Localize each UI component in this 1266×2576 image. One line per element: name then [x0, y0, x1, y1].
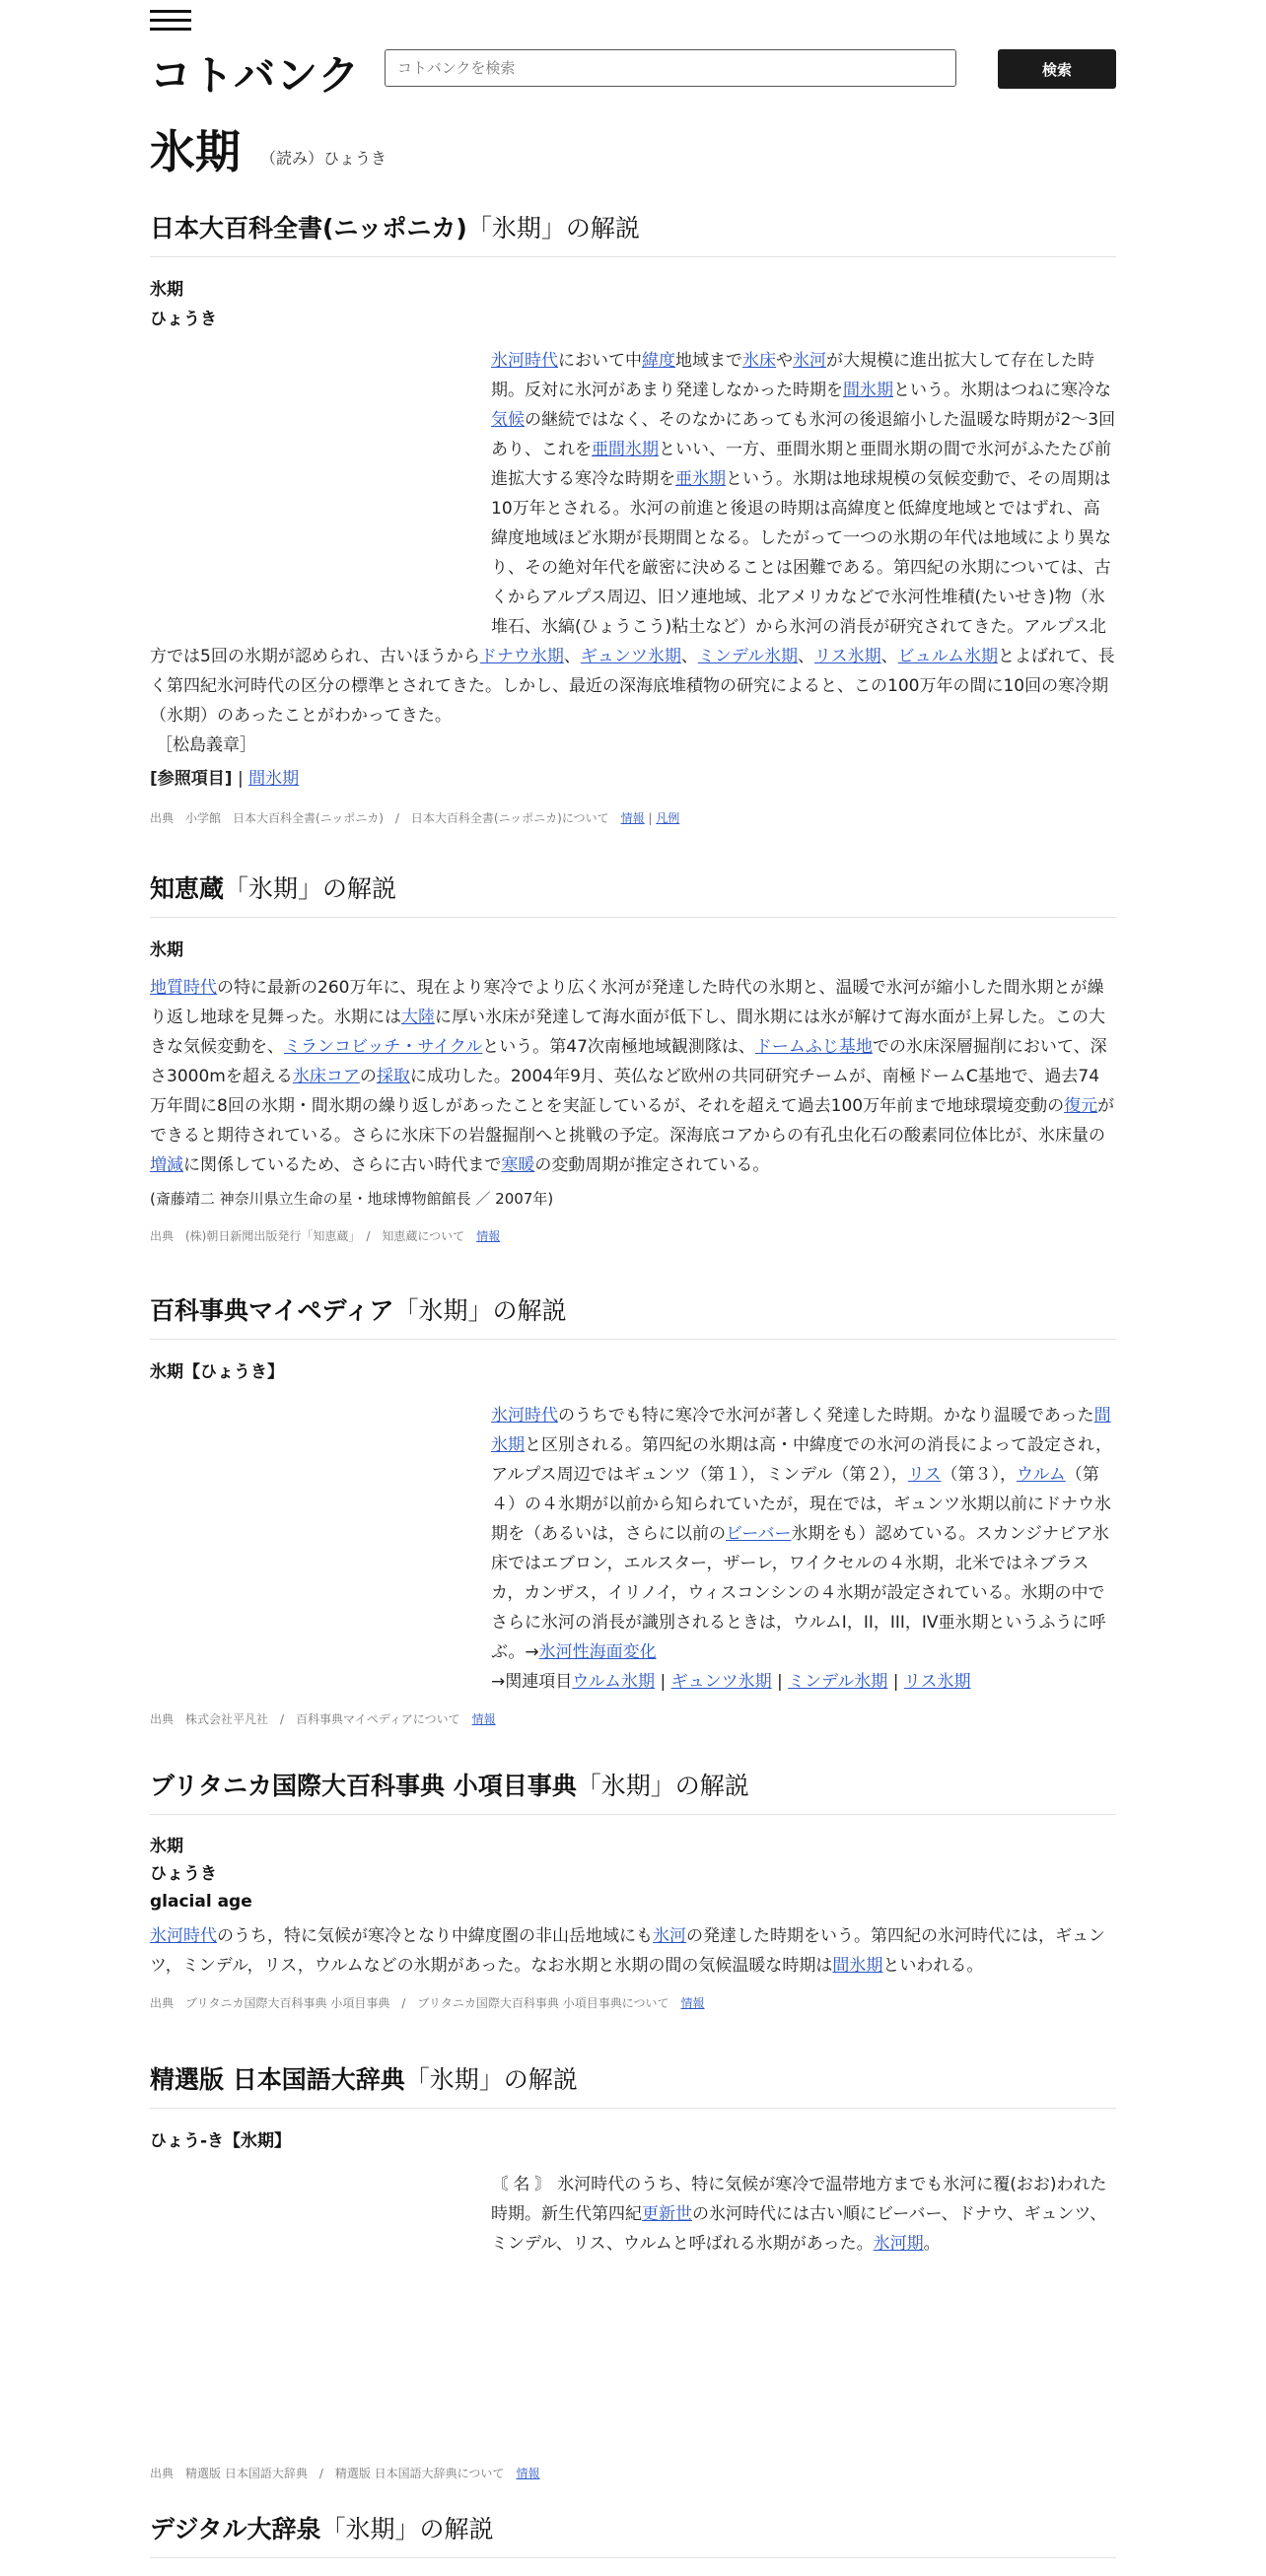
section-title — [150, 2062, 1116, 2109]
text-fragment: 〘 名 〙 氷河時代のうち、特に気候が寒冷で温帯地方までも氷河に覆(おお)われた時期。新生代第四紀 — [491, 2175, 1107, 2224]
rich-text — [491, 1406, 1112, 1662]
section-daijisen — [150, 2512, 1116, 2576]
text-fragment: 、 — [880, 647, 898, 666]
term-link[interactable]: 氷河 — [653, 1926, 686, 1946]
dictionary-name: 精選版 日本国語大辞典 — [150, 2065, 405, 2094]
author-credit: ［松島義章］ — [156, 735, 256, 755]
term-link[interactable]: 氷河時代 — [150, 1926, 217, 1946]
info-link[interactable]: 情報 — [471, 1712, 496, 1726]
section-title — [150, 1769, 1116, 1815]
term-link[interactable]: ミンデル氷期 — [788, 1672, 888, 1692]
entry-heading: 氷期 — [150, 1837, 183, 1856]
term-link[interactable]: 緯度 — [642, 351, 675, 371]
text-fragment: 、 — [680, 647, 698, 666]
section-nikkoku — [150, 2062, 1116, 2259]
text-fragment: という。氷期は地球規模の気候変動で、その周期は10万年とされる。氷河の前進と後退の時期は高緯度と低緯度地域とではずれ、高緯度地域ほど氷期が長期間となる。したがって一つの氷期の年代は地域により異なり、その絶対年代を厳密に決めることは困難である。第四紀の氷期については、古くからアルプス周辺、旧ソ連地域、北アメリカなどで氷河性堆積(たいせき)物（氷堆石、氷縞(ひょうこう)粘土など）から氷河の消長が研究されてきた。アルプス北方では5回の氷期が認められ、古いほうから — [150, 469, 1111, 666]
site-logo[interactable]: コトバンク — [150, 51, 361, 100]
term-link[interactable]: 地質時代 — [150, 978, 217, 998]
term-link[interactable]: 氷河 — [793, 351, 826, 371]
rich-text — [150, 1926, 1105, 1976]
figure-space — [150, 346, 491, 632]
rich-text — [491, 2175, 1106, 2254]
source-line — [150, 1994, 1116, 2011]
text-fragment: | — [771, 1672, 789, 1692]
text-fragment: といい、一方、亜間氷期と亜間氷期の間で氷河がふたたび前進拡大する寒冷な時期を — [491, 440, 1111, 489]
source-text: 出典 (株)朝日新聞出版発行「知恵蔵」 / 知恵蔵について — [150, 1229, 465, 1243]
text-fragment: が大規模に進出拡大して存在した時期。反対に氷河があまり発達しなかった時期を — [491, 351, 1094, 400]
text-fragment: において中 — [558, 351, 642, 371]
section-chiezo — [150, 871, 1116, 1244]
info-link[interactable]: 情報 — [516, 2467, 540, 2480]
term-link[interactable]: ミランコビッチ・サイクル — [284, 1037, 483, 1057]
term-link[interactable]: 亜氷期 — [675, 469, 726, 489]
text-fragment: | — [887, 1672, 904, 1692]
text-fragment: に成功した。2004年9月、英仏など欧州の共同研究チームが、南極ドームC基地で、過去74万年間に8回の氷期・間氷期の繰り返しがあったことを実証しているが、それを超えて過去100万年前まで地球環境変動の — [150, 1067, 1100, 1116]
text-fragment: 地域まで — [675, 351, 742, 371]
dictionary-name: 知恵蔵 — [150, 874, 225, 903]
text-fragment: （第４）の４氷期が以前から知られていたが，現在では，ギュンツ氷期以前にドナウ氷期を（あるいは，さらに以前の — [491, 1465, 1111, 1544]
entry-heading: 氷期 — [150, 940, 183, 960]
term-link[interactable]: 亜間氷期 — [592, 440, 659, 459]
text-fragment: とよばれて、長く第四紀氷河時代の区分の標準とされてきた。しかし、最近の深海底堆積物の研究によると、この100万年の間に10回の寒冷期（氷期）のあったことがわかってきた。 — [150, 647, 1115, 726]
text-fragment: といわれる。 — [882, 1956, 984, 1976]
source-line-nikkoku — [150, 2465, 539, 2481]
dictionary-name: デジタル大辞泉 — [150, 2515, 321, 2543]
term-link[interactable]: ドナウ氷期 — [479, 647, 564, 666]
source-text: 出典 株式会社平凡社 / 百科事典マイペディアについて — [150, 1712, 460, 1726]
section-suffix: 「氷期」の解説 — [393, 1296, 567, 1325]
info-link[interactable]: 情報 — [476, 1229, 501, 1243]
text-fragment: →関連項目 — [491, 1672, 573, 1692]
text-fragment: に関係しているため、さらに古い時代まで — [183, 1155, 502, 1175]
term-link[interactable]: 採取 — [376, 1067, 410, 1086]
section-title — [150, 211, 1116, 257]
term-link[interactable]: ギュンツ氷期 — [580, 647, 681, 666]
section-mypedia — [150, 1293, 1116, 1727]
entry-body — [150, 1401, 1116, 1697]
term-link[interactable]: ビュルム氷期 — [897, 647, 998, 666]
term-link[interactable]: 氷床 — [742, 351, 776, 371]
term-link[interactable]: ギュンツ氷期 — [670, 1672, 772, 1692]
info-link[interactable]: 情報 — [620, 811, 645, 825]
text-fragment: の — [359, 1067, 377, 1086]
info-link[interactable]: 情報 — [680, 1996, 705, 2010]
headword-reading: （読み）ひょうき — [260, 149, 387, 168]
section-suffix: 「氷期」の解説 — [466, 214, 640, 243]
text-fragment: のうち，特に気候が寒冷となり中緯度圏の非山岳地域にも — [217, 1926, 653, 1946]
text-fragment: での氷床深層掘削において、深さ3000mを超える — [150, 1037, 1107, 1086]
section-suffix: 「氷期」の解説 — [404, 2065, 578, 2094]
term-link[interactable]: ウルム氷期 — [572, 1672, 656, 1692]
term-link[interactable]: 氷河期 — [873, 2234, 924, 2254]
legend-link[interactable]: 凡例 — [656, 811, 680, 825]
term-link[interactable]: 間氷期 — [843, 381, 893, 400]
entry-reading: ひょうき — [150, 310, 217, 329]
text-fragment: のうちでも特に寒冷で氷河が著しく発達した時期。かなり温暖であった — [558, 1406, 1094, 1426]
dictionary-name: 日本大百科全書(ニッポニカ) — [150, 214, 467, 243]
term-link[interactable]: ビーバー — [726, 1524, 792, 1544]
text-fragment: 氷期をも）認めている。スカンジナビア氷床ではエブロン，エルスター，ザーレ，ワイクセルの４氷期，北米ではネブラスカ，カンザス，イリノイ，ウィスコンシンの４氷期が設定されている。氷期の中でさらに氷河の消長が識別されるときは，ウルムI，II，III，IV亜氷期というふうに呼ぶ。→ — [491, 1524, 1110, 1662]
term-link[interactable]: 大陸 — [401, 1008, 435, 1027]
entry-body — [150, 346, 1116, 731]
section-britannica — [150, 1769, 1116, 2011]
text-fragment: の特に最新の260万年に、現在より寒冷でより広く氷河が発達した時代の氷期と、温暖で氷河が縮小した間氷期とが繰り返し地球を見舞った。氷期には — [150, 978, 1104, 1027]
term-link[interactable]: 氷河時代 — [491, 1406, 558, 1426]
source-text: 出典 小学館 日本大百科全書(ニッポニカ) / 日本大百科全書(ニッポニカ)について — [150, 811, 609, 825]
see-also-label: [参照項目] — [150, 769, 233, 789]
entry-reading: ひょうき — [150, 1864, 217, 1884]
section-title — [150, 871, 1116, 918]
term-link[interactable]: 氷河性海面変化 — [538, 1642, 657, 1662]
text-fragment: ができると期待されている。さらに氷床下の岩盤掘削へと挑戦の予定。深海底コアからの有孔虫化石の酸素同位体比が、氷床量の — [150, 1096, 1115, 1146]
see-also-separator: | — [232, 769, 249, 789]
entry-heading: 氷期 — [150, 280, 183, 300]
term-link[interactable]: 復元 — [1064, 1096, 1098, 1116]
term-link[interactable]: 増減 — [150, 1155, 183, 1175]
search-input[interactable] — [385, 49, 956, 87]
page-title: 氷期 — [150, 125, 241, 178]
term-link[interactable]: 間氷期 — [491, 1406, 1111, 1455]
see-also-link[interactable]: 間氷期 — [248, 769, 300, 789]
term-link[interactable]: ミンデル氷期 — [697, 647, 798, 666]
section-title — [150, 2512, 1116, 2558]
term-link[interactable]: 更新世 — [642, 2204, 692, 2224]
section-suffix: 「氷期」の解説 — [320, 2515, 494, 2543]
source-line — [150, 1710, 1116, 1727]
related-items — [491, 1672, 971, 1692]
source-text: 出典 精選版 日本国語大辞典 / 精選版 日本国語大辞典について — [150, 2467, 505, 2480]
text-fragment: 、 — [798, 647, 814, 666]
term-link[interactable]: 間氷期 — [832, 1956, 883, 1976]
author-credit: (斎藤靖二 神奈川県立生命の星・地球博物館館長 ／ 2007年) — [150, 1190, 554, 1208]
term-link[interactable]: 氷河時代 — [491, 351, 558, 371]
entry-body — [150, 973, 1116, 1180]
text-fragment: 、 — [563, 647, 581, 666]
section-nipponica — [150, 211, 1116, 826]
entry-body — [150, 2170, 1116, 2259]
source-line: 出典 小学館 日本大百科全書(ニッポニカ) / 日本大百科全書(ニッポニカ)について 情報 | 凡例 — [150, 811, 680, 825]
entry-english: glacial age — [150, 1892, 252, 1912]
section-suffix: 「氷期」の解説 — [576, 1772, 749, 1800]
text-fragment: 。 — [923, 2234, 941, 2254]
text-fragment: の変動周期が推定されている。 — [534, 1155, 770, 1175]
term-link[interactable]: リス氷期 — [814, 647, 881, 666]
term-link[interactable]: 寒暖 — [501, 1155, 535, 1175]
section-suffix: 「氷期」の解説 — [224, 874, 397, 903]
term-link[interactable]: 氷床コア — [292, 1067, 360, 1086]
section-title — [150, 1293, 1116, 1340]
rich-text — [150, 978, 1114, 1175]
hamburger-menu-icon[interactable] — [150, 10, 191, 32]
text-fragment: という。第47次南極地域観測隊は、 — [482, 1037, 755, 1057]
dictionary-name: ブリタニカ国際大百科事典 小項目事典 — [150, 1772, 577, 1800]
source-text: 出典 ブリタニカ国際大百科事典 小項目事典 / ブリタニカ国際大百科事典 小項目事典について — [150, 1996, 669, 2010]
text-fragment: という。氷期はつねに寒冷な — [893, 381, 1111, 400]
term-link[interactable]: 気候 — [491, 410, 525, 430]
entry-heading: ひょう‐き【氷期】 — [150, 2131, 292, 2151]
term-link[interactable]: ドームふじ基地 — [754, 1037, 873, 1057]
see-also — [150, 764, 1116, 794]
entry-heading: 氷期【ひょうき】 — [150, 1362, 284, 1382]
text-fragment: に厚い氷床が発達して海水面が低下し、間氷期には氷が解けて海水面が上昇した。この大きな気候変動を、 — [150, 1008, 1105, 1057]
text-fragment: と区別される。第四紀の氷期は高・中緯度での氷河の消長によって設定され，アルプス周辺ではギュンツ（第１），ミンデル（第２）， — [491, 1435, 1113, 1485]
text-fragment: や — [776, 351, 793, 371]
text-fragment: （第３）， — [941, 1465, 1017, 1485]
dictionary-name: 百科事典マイペディア — [150, 1296, 394, 1325]
entry-body — [150, 1921, 1116, 1981]
text-fragment: の氷河時代には古い順にビーバー、ドナウ、ギュンツ、ミンデル、リス、ウルムと呼ばれる氷期があった。 — [491, 2204, 1107, 2254]
text-fragment: の発達した時期をいう。第四紀の氷河時代には，ギュンツ，ミンデル，リス，ウルムなどの氷期があった。なお氷期と氷期の間の気候温暖な時期は — [150, 1926, 1105, 1976]
term-link[interactable]: ウルム — [1016, 1465, 1066, 1485]
text-fragment: の継続ではなく、そのなかにあっても氷河の後退縮小した温暖な時期が2～3回あり、これを — [491, 410, 1116, 459]
source-line — [150, 1227, 1116, 1244]
term-link[interactable]: リス — [907, 1465, 942, 1485]
search-button[interactable]: 検索 — [998, 49, 1116, 89]
text-fragment: | — [655, 1672, 671, 1692]
term-link[interactable]: リス氷期 — [903, 1672, 971, 1692]
